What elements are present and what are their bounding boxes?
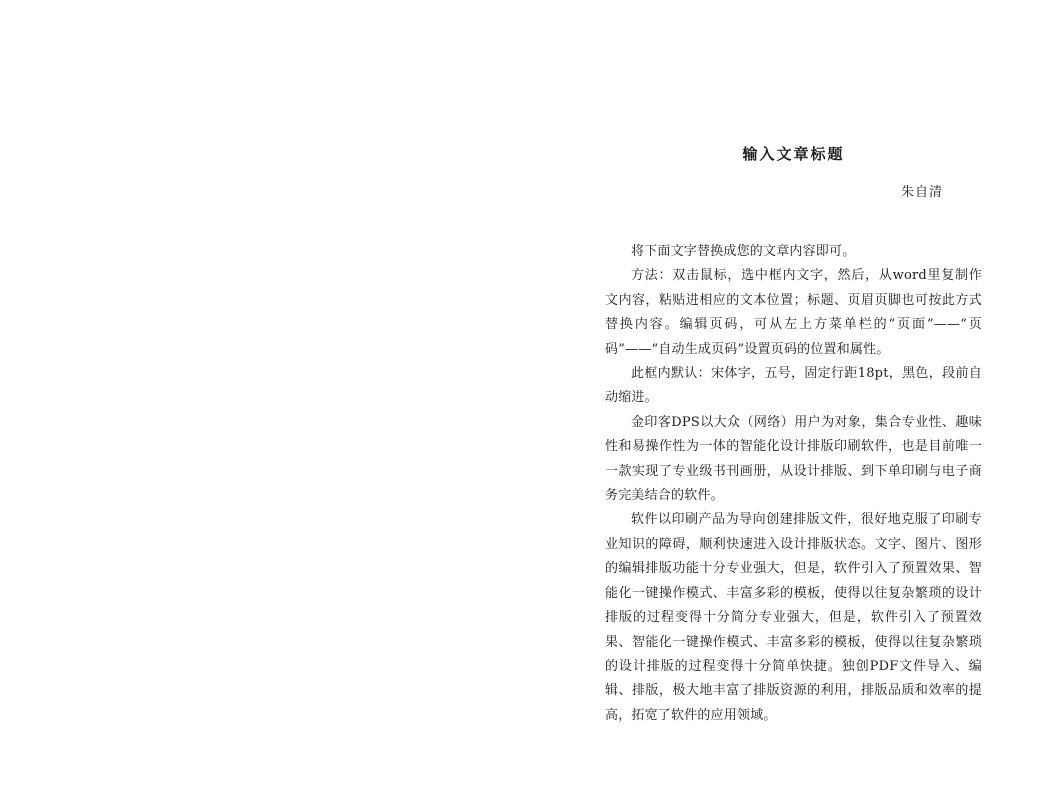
article-body[interactable] — [605, 240, 982, 728]
article-author[interactable]: 朱自清 — [900, 185, 943, 200]
paragraph-method: 方法：双击鼠标，选中框内文字，然后，从word里复制作文内容，粘贴进相应的文本位置；标题、页眉页脚也可按此方式替换内容。编辑页码，可从左上方菜单栏的“页面”——“页码”——“自动生成页码”设置页码的位置和属性。 — [605, 268, 982, 357]
right-page — [529, 0, 1058, 793]
paragraph-product-features: 软件以印刷产品为导向创建排版文件，很好地克服了印刷专业知识的障碍，顺利快速进入设计排版状态。文字、图片、图形的编辑排版功能十分专业强大，但是，软件引入了预置效果、智能化一键操作模式、丰富多彩的模板，使得以往复杂繁琐的设计排版的过程变得十分简分专业强大，但是，软件引入了预置效果、智能化一键操作模式、丰富多彩的模板，使得以往复杂繁琐的设计排版的过程变得十分简单快捷。独创PDF文件导入、编辑、排版，极大地丰富了排版资源的利用，排版品质和效率的提高，拓宽了软件的应用领域。 — [605, 512, 982, 723]
paragraph-defaults: 此框内默认：宋体字，五号，固定行距18pt，黑色，段前自动缩进。 — [605, 366, 982, 406]
article-title[interactable]: 输入文章标题 — [742, 145, 845, 163]
paragraph-instructions-intro: 将下面文字替换成您的文章内容即可。 — [631, 244, 856, 259]
paragraph-product-intro: 金印客DPS以大众（网络）用户为对象，集合专业性、趣味性和易操作性为一体的智能化设计排版印刷软件，也是目前唯一一款实现了专业级书刊画册，从设计排版、到下单印刷与电子商务完美结合的软件。 — [605, 414, 982, 504]
